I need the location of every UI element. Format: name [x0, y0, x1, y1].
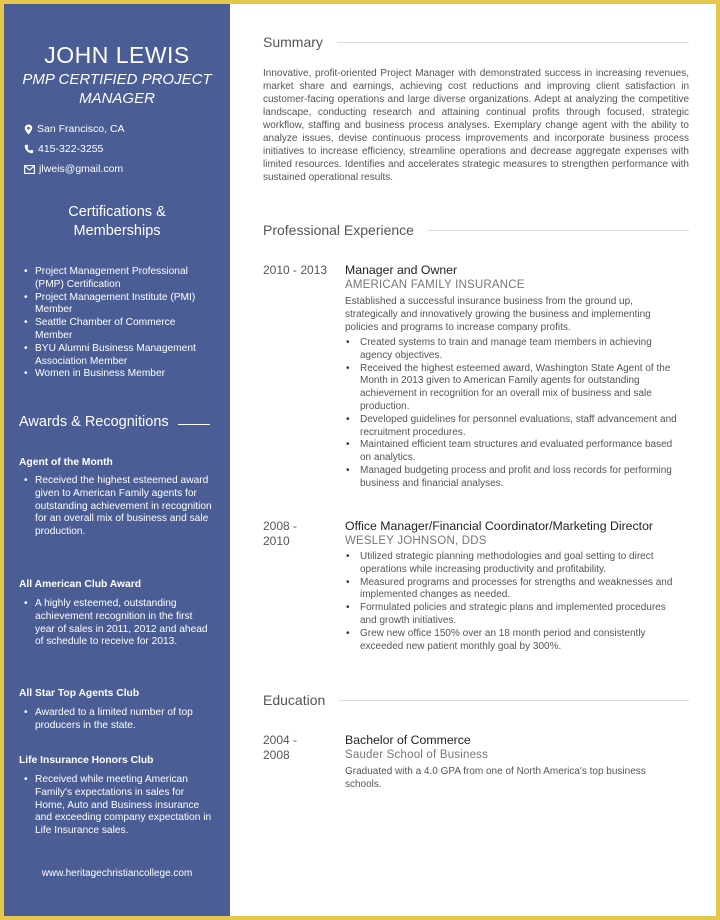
- location-text: San Francisco, CA: [37, 123, 125, 135]
- award-name: All American Club Award: [19, 579, 142, 590]
- job-bullets: [345, 551, 685, 653]
- contact-location: [24, 123, 125, 135]
- job-bullet: • Measured programs and processes for strengths and weaknesses and implemented changes as needed.: [345, 577, 685, 603]
- summary-heading-text: Summary: [263, 34, 323, 50]
- candidate-title-line1: PMP CERTIFIED PROJECT: [22, 71, 212, 88]
- education-heading: [263, 692, 689, 708]
- experience-heading-text: Professional Experience: [263, 222, 414, 238]
- contact-phone: [24, 143, 103, 155]
- awards-heading: Awards & Recognitions: [19, 414, 169, 430]
- envelope-icon: [24, 165, 35, 174]
- summary-heading: [263, 34, 689, 50]
- certifications-heading: [4, 203, 230, 241]
- location-pin-icon: [24, 124, 33, 135]
- certification-item: • Seattle Chamber of Commerce Member: [24, 317, 214, 343]
- certification-item: • Women in Business Member: [24, 368, 214, 381]
- job-period: 2010 - 2013: [263, 263, 328, 277]
- education-heading-rule: [339, 700, 689, 701]
- certification-item: • Project Management Professional (PMP) Certification: [24, 266, 214, 292]
- award-name: Life Insurance Honors Club: [19, 755, 154, 766]
- award-name: Agent of the Month: [19, 457, 113, 468]
- job-bullet: • Maintained efficient team structures and evaluated performance based on analytics.: [345, 439, 685, 465]
- job-bullet: • Grew new office 150% over an 18 month period and consistently exceeded new patient monthly goal by 300%.: [345, 628, 685, 654]
- job-period: [263, 519, 297, 549]
- job-bullets: [345, 337, 685, 491]
- sidebar: [4, 4, 230, 916]
- education-degree: Bachelor of Commerce: [345, 733, 471, 747]
- award-description: • A highly esteemed, outstanding achievement recognition in the first year of sales in 2011, 2012 and ahead of schedule to receive for 2013.: [24, 598, 214, 649]
- job-description: Established a successful insurance business from the ground up, strategically and innovatively growing the business and implementing policies and programs to increase company profits.: [345, 296, 651, 333]
- certification-item: • BYU Alumni Business Management Association Member: [24, 343, 214, 369]
- phone-text: 415-322-3255: [38, 143, 104, 155]
- education-heading-text: Education: [263, 692, 326, 708]
- job-company: WESLEY JOHNSON, DDS: [345, 535, 487, 547]
- certifications-heading-line2: Memberships: [73, 223, 161, 239]
- job-period-line2: 2010: [263, 534, 290, 548]
- job-title: Office Manager/Financial Coordinator/Marketing Director: [345, 519, 654, 533]
- summary-heading-rule: [337, 42, 689, 43]
- candidate-title-line2: MANAGER: [79, 90, 155, 107]
- job-bullet: • Utilized strategic planning methodologies and goal setting to direct operations while increasing productivity and profitability.: [345, 551, 685, 577]
- experience-heading: [263, 222, 689, 238]
- education-period-line1: 2004 -: [263, 733, 298, 747]
- job-bullet: • Managed budgeting process and profit and loss records for performing business and financial analyses.: [345, 465, 685, 491]
- email-link[interactable]: jlweis@gmail.com: [39, 163, 124, 175]
- job-bullet: • Developed guidelines for personnel evaluations, staff advancement and recruitment procedures.: [345, 414, 685, 440]
- education-description: Graduated with a 4.0 GPA from one of North America's top business schools.: [345, 766, 646, 790]
- awards-heading-rule: [178, 424, 210, 425]
- experience-heading-rule: [428, 230, 689, 231]
- certifications-heading-line1: Certifications &: [68, 204, 166, 220]
- certification-item: • Project Management Institute (PMI) Member: [24, 292, 214, 318]
- education-period: [263, 733, 297, 763]
- award-description: • Awarded to a limited number of top producers in the state.: [24, 707, 214, 733]
- certifications-list: [24, 266, 214, 381]
- education-school: Sauder School of Business: [345, 749, 489, 761]
- job-bullet: • Created systems to train and manage team members in achieving agency objectives.: [345, 337, 685, 363]
- job-period-line1: 2008 -: [263, 519, 298, 533]
- award-description: • Received while meeting American Family's expectations in sales for Home, Auto and Business insurance and exceeding company expectation in Life Insurance sales.: [24, 774, 214, 838]
- website-link[interactable]: www.heritagechristiancollege.com: [41, 868, 193, 879]
- award-name: All Star Top Agents Club: [19, 688, 140, 699]
- job-bullet: • Formulated policies and strategic plans and implemented procedures and growth initiatives.: [345, 602, 685, 628]
- summary-text: Innovative, profit-oriented Project Manager with demonstrated success in increasing revenues, market share and earnings, achieving cost reductions and improving client satisfaction in customer-facing operations and large diverse organizations. Adept at analyzing the competitive landscape, conducting research and attaining continual profits through focused, strategic workflow, staffing and business process analyses. Exemplary change agent with the ability to analyze issues, devise continuous process improvements and incorporate business process initiatives to increase efficiency, streamline operations and decrease aggregate expenses with limited resources. Identifies and accelerates strategic measures to strengthen performance with sustained operational results.: [263, 68, 689, 183]
- candidate-name: JOHN LEWIS: [44, 42, 190, 68]
- education-period-line2: 2008: [263, 748, 290, 762]
- candidate-title: [14, 70, 220, 108]
- contact-email[interactable]: [24, 163, 123, 175]
- resume-page: [4, 4, 716, 916]
- job-company: AMERICAN FAMILY INSURANCE: [345, 279, 525, 291]
- phone-icon: [24, 144, 34, 154]
- job-bullet: • Received the highest esteemed award, Washington State Agent of the Month in 2013 given to American Family agents for outstanding achievement in recognition for an overall mix of business and sale production.: [345, 363, 685, 414]
- award-description: • Received the highest esteemed award given to American Family agents for outstanding achievement in recognition for an overall mix of business and sale production.: [24, 475, 214, 539]
- job-title: Manager and Owner: [345, 263, 458, 277]
